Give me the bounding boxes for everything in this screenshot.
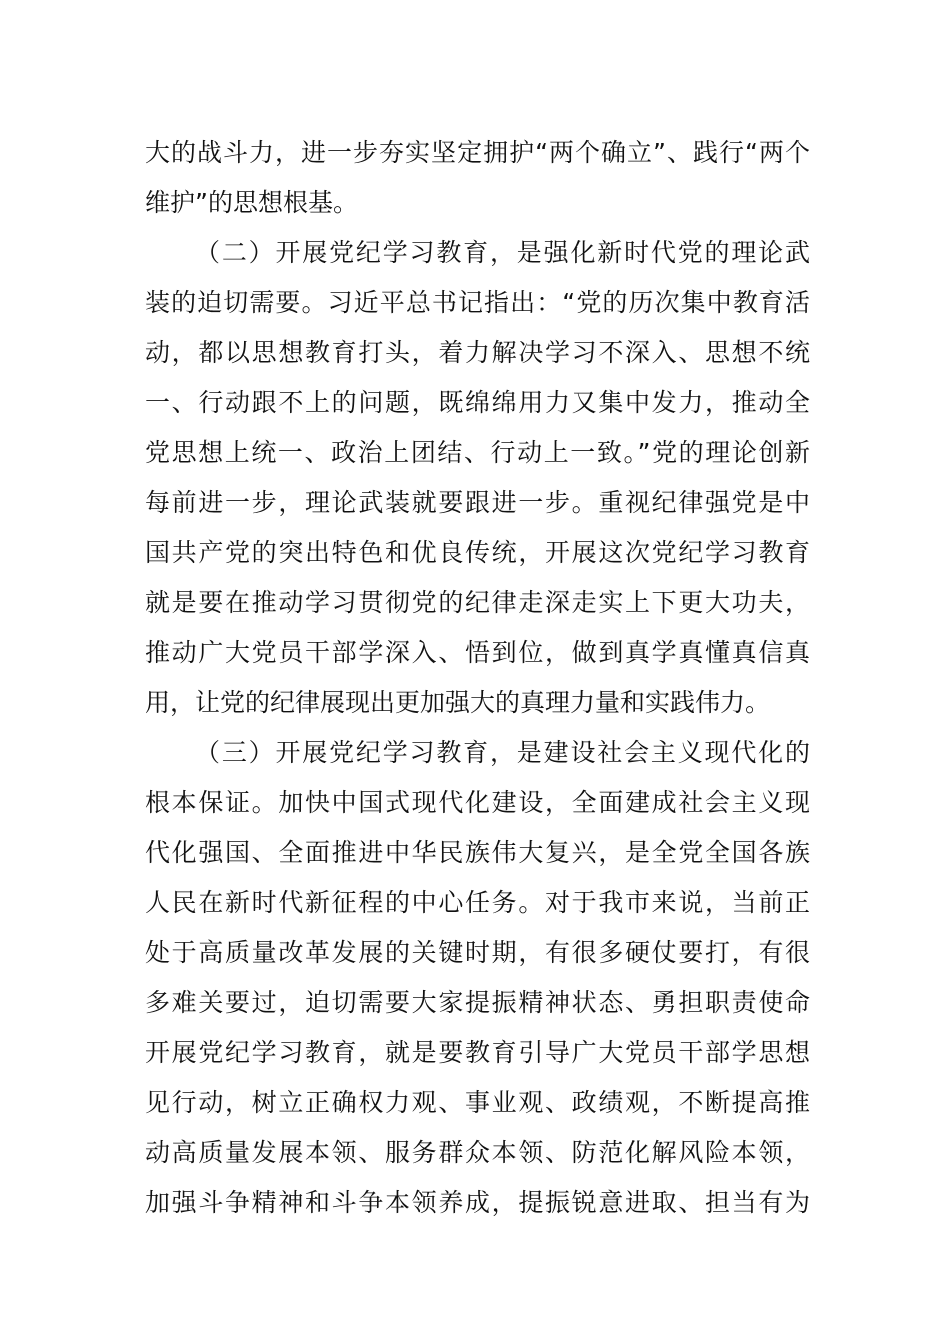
text-line: 国共产党的突出特色和优良传统，开展这次党纪学习教育 (145, 538, 810, 567)
text-line: 代化强国、全面推进中华民族伟大复兴，是全党全国各族 (145, 838, 810, 867)
section-heading-line: （三）开展党纪学习教育，是建设社会主义现代化的 (195, 738, 810, 767)
text-line: 就是要在推动学习贯彻党的纪律走深走实上下更大功夫， (145, 588, 810, 617)
text-line: 处于高质量改革发展的关键时期，有很多硬仗要打，有很 (145, 938, 810, 967)
text-line: 大的战斗力，进一步夯实坚定拥护“两个确立”、践行“两个 (145, 138, 810, 167)
section-heading-line: （二）开展党纪学习教育，是强化新时代党的理论武 (195, 238, 810, 267)
text-line: 用，让党的纪律展现出更加强大的真理力量和实践伟力。 (145, 688, 771, 717)
text-line: 多难关要过，迫切需要大家提振精神状态、勇担职责使命 (145, 988, 810, 1017)
text-line: 每前进一步，理论武装就要跟进一步。重视纪律强党是中 (145, 488, 810, 517)
text-line: 装的迫切需要。习近平总书记指出：“党的历次集中教育活 (145, 288, 810, 317)
text-line: 根本保证。加快中国式现代化建设，全面建成社会主义现 (145, 788, 810, 817)
body-text (145, 128, 810, 1228)
text-line: 见行动，树立正确权力观、事业观、政绩观，不断提高推 (145, 1088, 810, 1117)
text-line: 加强斗争精神和斗争本领养成，提振锐意进取、担当有为 (145, 1188, 810, 1217)
text-line: 动，都以思想教育打头，着力解决学习不深入、思想不统 (145, 338, 810, 367)
text-line: 一、行动跟不上的问题，既绵绵用力又集中发力，推动全 (145, 388, 810, 417)
text-line: 人民在新时代新征程的中心任务。对于我市来说，当前正 (145, 888, 810, 917)
text-line: 动高质量发展本领、服务群众本领、防范化解风险本领， (145, 1138, 810, 1167)
text-line: 维护”的思想根基。 (145, 188, 358, 217)
text-line: 推动广大党员干部学深入、悟到位，做到真学真懂真信真 (145, 638, 810, 667)
text-line: 开展党纪学习教育，就是要教育引导广大党员干部学思想 (145, 1038, 810, 1067)
text-line: 党思想上统一、政治上团结、行动上一致。”党的理论创新 (145, 438, 810, 467)
